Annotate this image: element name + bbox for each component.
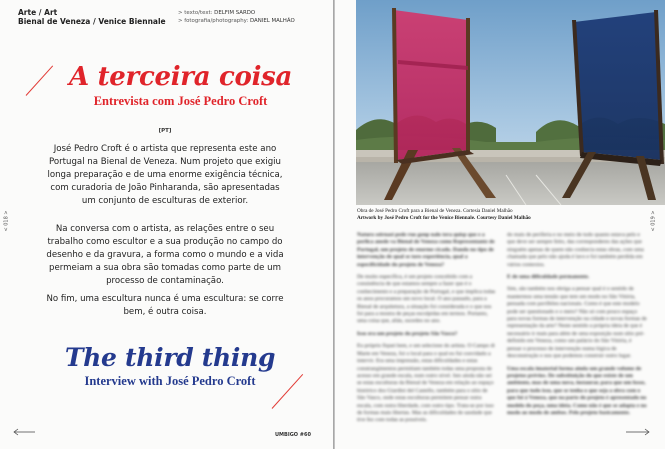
section-kicker [18, 8, 166, 26]
text-credit-label: > texto/text: [178, 10, 213, 16]
side-folio-left: < 018 > [3, 210, 10, 232]
arrow-right-icon [625, 428, 651, 436]
right-page [335, 0, 665, 449]
text-credit-author: DELFIM SARDO [214, 10, 256, 16]
blurred-text-column-left: Naturo seirnasi pede ruo gonp nalo tera quisp que e a perlica anede va Bienal de Veneza como Representante de Portugal, um projeto de enorme cicado. Dando no tipo de intervenção de qual se toro experiência, qual a especificidade do projeto de Veneza? De muito específica, é um projeto concebido com a consistência de que estamos sempre a fazer que é o conhecimento e a preparação de Portugal, e que implica todas os anos procuramos um novo local. O ano passado, para a Bienal de arquitetura, a situação foi considerada e o que nos foi para a mostra de peças esculpidas em termos. Portanto, uma coisa que, aliás, sucedeu no ano. Isso era um projeto do projeto São Vasco? Eu próprio fiquei bem, e um selecione do artista. O Campo di Marte em Veneza, foi o local para o qual eu fui convidado a intervir. Era uma impressão, estas dificuldades e estas constrangimentos permitiam também todas uma proposta de acesso em grande escala, num outro nível. Isto ainda não sei se estas esculturas da Bienal de Veneza em relação ao espaço histórico dos Giardini del Castello, também para o sítio de São Vasco, onde estas esculturas permitem pensar outra escala, com outra liberdade, com outro tipo. Trata-se por isso de formas mais libertas. Mas as dificuldades de saudade que tive fez com todas as possíveis. [357, 232, 496, 424]
caption-portuguese: Obra de José Pedro Croft para a Bienal de Veneza. Cortesia Daniel Malhão [357, 208, 513, 214]
title-portuguese: A terceira coisa [68, 62, 293, 92]
blurred-text-column-right: do mais de periferia e no meio de tudo quanto estava pelo e que deve ser sempre feito, das corresponderes das ações que ninguém apenas de quem não conhecia estas obras, com uma chamada que pelo não ajuda é lavo e foi também perdida em vários contextos. E de uma dificuldade permanente. Sim, são também nos obriga a pensar qual é o sentido de mantermos uma tensão que tem um modo no São Vitória, pensada com pavilhões nacionais. Como é que este modelo pode ser questionado e o meio? Não só com pouco espaço para novas formas de intervenção na cidade e novas formas de representação da arte? Neste sentido a própria ideia de que é necessário ir mais para além de uma exposição num sítio pré-definido em Veneza, como um palácio do São Vitória, é pensar o processo de intervenção numa lógica de desconstrução e nos que podemos construir outro lugar. Uma escala imaterial forma ainda um grande volume de projetos prévios. De substituição do que existe de um ambiente, mas de uma nova, instaurar, para que um fosse, para que tudo isso, que se tenha o que seja a obra com o que foi à Veneza, que na parte do projeto é apresentado no modelo do peça, uma ideia. Como não é que se adapta e no modo ao modo de ambos. Pelo projeto basicamente. [507, 232, 647, 416]
photo-caption [357, 208, 531, 222]
footer-folio: UMBIGO #60 [275, 432, 311, 438]
title-english: The third thing [64, 343, 276, 372]
side-folio-right: < 019 > [650, 210, 657, 232]
event-label: Bienal de Veneza / Venice Biennale [18, 17, 166, 26]
intro-paragraph-1: José Pedro Croft é o artista que representa este ano Portugal na Bienal de Veneza. Num projeto que exigiu longa preparação e de uma enorme exigência técnica, com curadoria de João Pinharanda, são apresentadas um conjunto de esculturas de exterior. [47, 144, 283, 206]
language-tag: [PT] [158, 128, 172, 134]
arrow-left-icon [12, 428, 36, 436]
sculpture-photo [356, 0, 665, 205]
intro-paragraph-2: Na conversa com o artista, as relações entre o seu trabalho como escultor e a sua produção no campo do desenho e da gravura, a forma como o mundo e a vida permeiam a sua obra são tomadas como parte de um processo de contaminação. [46, 224, 284, 286]
subtitle-portuguese: Entrevista com José Pedro Croft [93, 94, 268, 108]
caption-english: Artwork by José Pedro Croft for the Venice Biennale. Courtesy Daniel Malhão [357, 215, 531, 222]
section-label: Arte / Art [18, 8, 58, 17]
intro-paragraph-3: No fim, uma escultura nunca é uma escultura: se corre bem, é outra coisa. [46, 294, 284, 317]
subtitle-english: Interview with José Pedro Croft [84, 374, 256, 388]
photo-credit-author: DANIEL MALHÃO [249, 18, 295, 25]
credits [178, 9, 295, 26]
photo-credit-label: > fotografia/photography: [178, 18, 249, 25]
